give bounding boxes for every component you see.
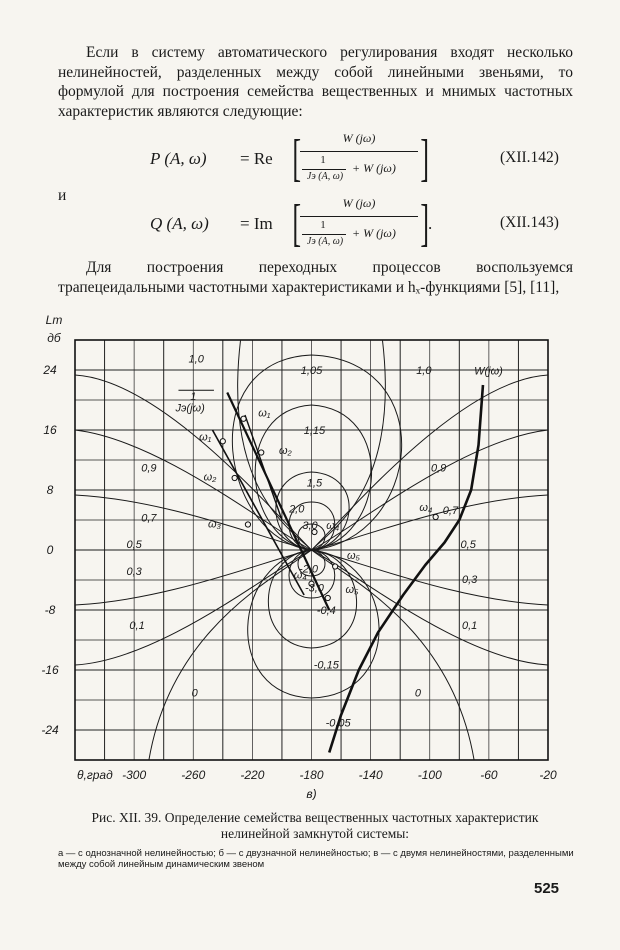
right-bracket: ] — [420, 130, 429, 187]
left-bracket: [ — [292, 130, 301, 187]
y-tick-label: 16 — [43, 423, 57, 437]
omega-label: ω₂ — [278, 445, 292, 457]
x-tick-label: -60 — [480, 768, 498, 782]
omega-point — [241, 416, 246, 421]
paragraph-transients: Для построения переходных процессов воспользуемся трапецеидальными частотными характеристиками и hₓ-функциями [5], [11], — [58, 259, 573, 296]
contour-label: 0,3 — [462, 574, 478, 586]
formula-xii-143 — [150, 196, 590, 260]
omega-point — [325, 595, 330, 600]
frequency-curves — [212, 385, 482, 753]
x-tick-label: -180 — [299, 768, 324, 782]
page-number: 525 — [534, 880, 560, 897]
curve-label-one: 1 — [190, 391, 197, 403]
omega-label: ω₄ — [326, 520, 340, 532]
inner-bar — [302, 169, 346, 170]
contour-label: 1,15 — [303, 424, 326, 437]
inner-bar — [302, 234, 346, 235]
contour-label: 1,5 — [306, 477, 323, 490]
omega-point — [245, 522, 250, 527]
formula-operator: = Re — [240, 149, 273, 168]
contour-label: 1,0 — [188, 353, 204, 366]
x-tick-label: -300 — [122, 768, 147, 782]
y-axis-unit: дб — [47, 331, 61, 345]
curve-label-j: Jэ(jω) — [175, 402, 205, 415]
contour-label: 0,5 — [126, 538, 142, 551]
left-bracket: [ — [292, 195, 301, 252]
x-tick-label: -260 — [181, 768, 206, 782]
contour-label: 0,1 — [129, 619, 145, 632]
y-tick-label: -16 — [41, 663, 59, 677]
contour-label: 0,9 — [430, 462, 447, 475]
x-tick-label: -140 — [358, 768, 383, 782]
figure-legend: а — с однозначной нелинейностью; б — с двузначной нелинейностью; в — с двумя нелинейностями, разделенными между собой линейным динамическим звеном — [58, 848, 574, 870]
equation-number: (XII.143) — [500, 214, 559, 231]
series-line-w — [329, 385, 483, 753]
right-bracket: ] — [420, 195, 429, 252]
fraction-bar — [300, 151, 418, 152]
omega-point — [232, 475, 237, 480]
y-axis-label: Lm — [45, 313, 63, 327]
series-label-w: W(jω) — [474, 365, 503, 378]
y-tick-label: -8 — [44, 603, 56, 617]
contour-label: -2,0 — [299, 563, 319, 576]
fraction-bar — [300, 216, 418, 217]
contour-label: 0,5 — [460, 538, 476, 551]
omega-point — [220, 439, 225, 444]
panel-label: в) — [306, 787, 317, 800]
contour-label: 0,7 — [442, 505, 459, 517]
inner-numerator: 1 — [320, 154, 326, 166]
contour-label: -0,05 — [325, 717, 351, 730]
contour-label: 0,7 — [141, 512, 157, 525]
nichols-chart — [0, 300, 620, 800]
equation-number: (XII.142) — [500, 149, 559, 166]
figure-caption: Рис. XII. 39. Определение семейства вещественных частотных характеристик нелинейной замкнутой системы: — [91, 810, 539, 841]
y-tick-label: 24 — [43, 363, 57, 377]
contour-label: 0 — [414, 687, 421, 700]
contour-label: 0,1 — [462, 619, 478, 632]
inner-numerator: 1 — [320, 219, 326, 231]
denominator-plus: + W (jω) — [352, 226, 396, 240]
omega-label: ω₅ — [346, 550, 360, 562]
contour-label: 1,0 — [416, 364, 432, 377]
x-tick-label: -100 — [417, 768, 442, 782]
contour-label: 3,0 — [302, 520, 318, 532]
contour-label: 2,0 — [289, 503, 305, 516]
omega-label: ω₁ — [258, 407, 271, 420]
paragraph-intro: Если в систему автоматического регулирования входят несколько нелинейностей, разделенных между собой линейными звеньями, то формулой для построения семейства вещественных и мнимых частотных характеристик являются следующие: — [58, 44, 573, 120]
contour-label: 0,9 — [141, 462, 157, 475]
contour-label: 0,3 — [126, 565, 142, 578]
omega-label: ω₅ — [345, 583, 359, 596]
fraction-numerator: W (jω) — [342, 196, 376, 210]
period: . — [428, 214, 433, 233]
contour-label: 0 — [191, 687, 198, 700]
y-tick-label: -24 — [41, 723, 59, 737]
omega-label: ω₄ — [419, 502, 433, 514]
formula-operator: = Im — [240, 214, 273, 233]
omega-point — [333, 564, 338, 569]
inner-denominator: Jэ (A, ω) — [306, 236, 344, 247]
contour-label: -0,4 — [316, 604, 336, 617]
formula-xii-142 — [150, 131, 590, 195]
x-tick-label: -20 — [539, 768, 557, 782]
fraction-numerator: W (jω) — [342, 131, 376, 145]
contour-label: 1,05 — [300, 364, 323, 377]
x-tick-label: -220 — [240, 768, 265, 782]
omega-label: ω₁ — [199, 431, 212, 444]
formula-lhs: Q (A, ω) — [150, 214, 209, 233]
x-axis-label: θ,град — [77, 768, 113, 782]
omega-label: ω₄ — [293, 569, 307, 582]
omega-point — [259, 450, 264, 455]
contour-label: -0,15 — [313, 659, 339, 672]
omega-label: ω₂ — [203, 471, 217, 484]
contour-label: -3,0 — [304, 582, 324, 595]
omega-label: ω₃ — [208, 518, 221, 531]
omega-point — [433, 514, 438, 519]
y-tick-label: 8 — [46, 483, 54, 497]
conjunction: и — [58, 187, 67, 204]
formula-lhs: P (A, ω) — [150, 149, 207, 168]
inner-denominator: Jэ (A, ω) — [306, 171, 344, 182]
y-tick-label: 0 — [46, 543, 54, 557]
denominator-plus: + W (jω) — [352, 161, 396, 175]
